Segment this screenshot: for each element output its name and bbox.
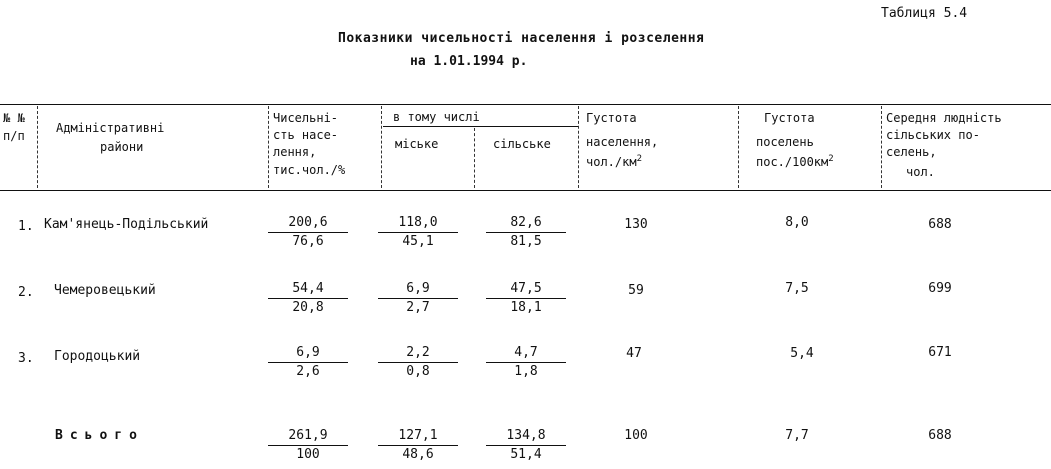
header-bottom-rule [0,190,1051,191]
header-rural: сільське [493,137,551,151]
subheader-rule [383,126,578,127]
column-separator [578,106,579,188]
header-urban: міське [395,137,439,151]
column-separator [268,106,269,188]
table-title-line1: Показники чисельності населення і розселення [338,31,705,46]
column-separator [881,106,882,188]
table-title-line2: на 1.01.1994 р. [410,54,528,69]
header-including: в тому числі [393,110,480,124]
column-separator [37,106,38,188]
table-label: Таблиця 5.4 [881,6,968,21]
column-separator [474,128,475,188]
table-top-rule [0,104,1051,105]
column-separator [381,106,382,188]
column-separator [738,106,739,188]
